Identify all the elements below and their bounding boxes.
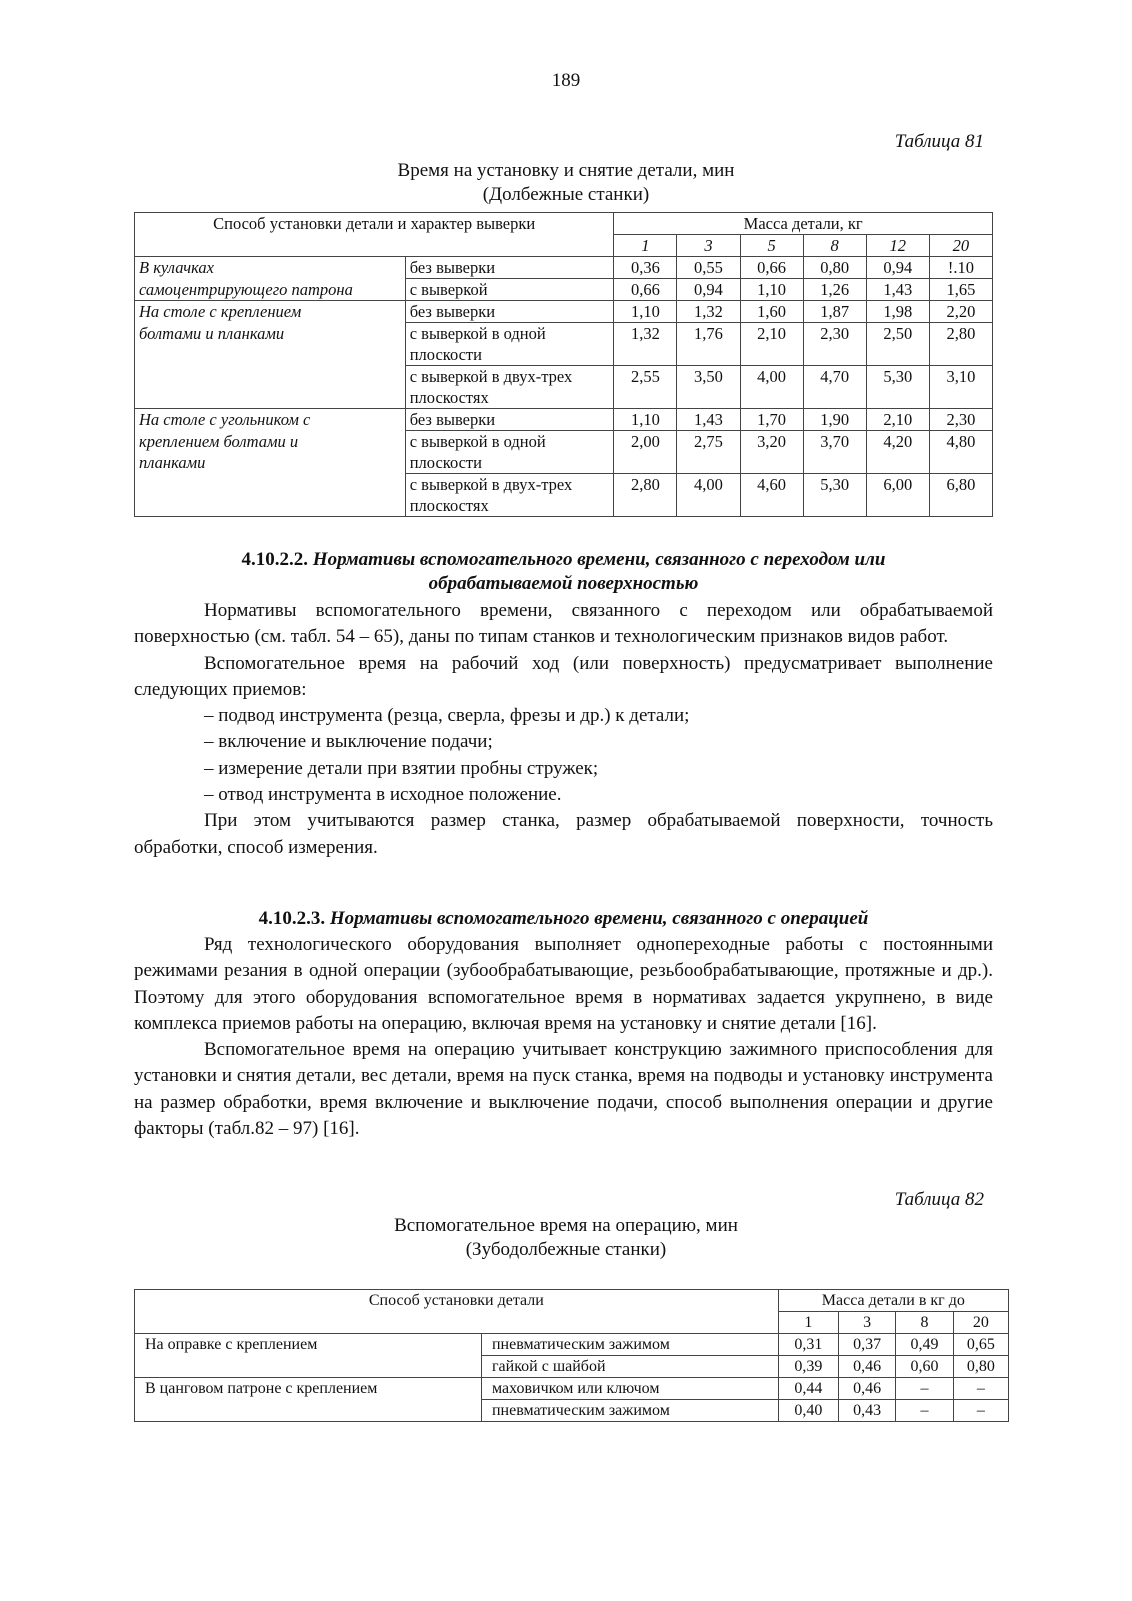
- table-81-value-cell: 2,30: [803, 323, 866, 366]
- table-82-header-mass: Масса детали в кг до: [778, 1290, 1008, 1312]
- table-81-value-cell: 3,70: [803, 431, 866, 474]
- table-82-value-cell: –: [896, 1378, 953, 1400]
- cell-line: с выверкой: [409, 280, 488, 299]
- paragraph: Вспомогательное время на рабочий ход (или поверхность) предусматривает выполнение следующих приемов:: [134, 652, 993, 700]
- cell-line: с выверкой в одной: [409, 324, 546, 343]
- table-81-group-cell: [135, 257, 406, 279]
- paragraph: Ряд технологического оборудования выполняет однопереходные работы с постоянными режимами резания в одной операции (зубообрабатывающие, резьбообрабатывающие, протяжные и др.). Поэтому для этого оборудования вспомогательное время в нормативах задается укрупнено, в виде комплекса приемов работы на операцию, включая время на установку и снятие детали [16].: [134, 934, 993, 1034]
- table-81-mass-header: 5: [740, 235, 803, 257]
- table-81-value-cell: 2,80: [929, 323, 992, 366]
- table-81-value-cell: 0,94: [866, 257, 929, 279]
- table-row: [135, 409, 993, 431]
- table-82-value-cell: 0,49: [896, 1334, 953, 1356]
- table-81-value-cell: 1,65: [929, 279, 992, 301]
- table-82-value-cell: 0,39: [778, 1356, 838, 1378]
- list-item: – отвод инструмента в исходное положение.: [204, 784, 562, 806]
- table-82-method-cell: пневматическим зажимом: [481, 1334, 778, 1356]
- table-82-label: Таблица 82: [894, 1189, 984, 1210]
- cell-line: креплением болтами и: [139, 431, 299, 451]
- table-81-header-row: [135, 213, 993, 235]
- table-81-group-cell: [135, 323, 406, 366]
- table-row: [135, 323, 993, 366]
- table-row: [135, 431, 993, 474]
- table-81-value-cell: 0,36: [614, 257, 677, 279]
- table-81-method-cell: [405, 257, 614, 279]
- table-81-value-cell: 1,26: [803, 279, 866, 301]
- table-81-value-cell: 6,80: [929, 474, 992, 517]
- table-81-value-cell: 1,76: [677, 323, 740, 366]
- cell-line: болтами и планками: [139, 323, 285, 343]
- table-82-caption-line1: Вспомогательное время на операцию, мин: [394, 1215, 738, 1236]
- table-81-value-cell: 4,20: [866, 431, 929, 474]
- table-81-value-cell: 1,90: [803, 409, 866, 431]
- table-81-group-cell: [135, 431, 406, 474]
- table-row: [135, 1334, 1009, 1356]
- section-4-10-2-2-heading: [134, 548, 993, 596]
- table-81-value-cell: 1,60: [740, 301, 803, 323]
- table-82-header-method: Способ установки детали: [135, 1290, 779, 1334]
- cell-line: На столе с угольником с: [139, 410, 311, 429]
- table-82-value-cell: 0,40: [778, 1400, 838, 1422]
- table-81-value-cell: 6,00: [866, 474, 929, 517]
- table-82: [134, 1289, 1009, 1422]
- table-81-value-cell: 3,50: [677, 366, 740, 409]
- table-81-value-cell: 4,00: [677, 474, 740, 517]
- section-4-10-2-2-title-line2: обрабатываемой поверхностью: [428, 573, 699, 594]
- table-81-value-cell: 4,80: [929, 431, 992, 474]
- cell-line: с выверкой в двух-трех: [409, 475, 573, 494]
- table-81-method-cell: [405, 409, 614, 431]
- table-82-value-cell: 0,46: [839, 1356, 896, 1378]
- cell-line: без выверки: [409, 410, 496, 429]
- table-81-value-cell: 1,43: [677, 409, 740, 431]
- table-81-value-cell: 0,66: [740, 257, 803, 279]
- cell-line: самоцентрирующего патрона: [139, 279, 353, 299]
- cell-line: без выверки: [409, 258, 496, 277]
- table-81-value-cell: 4,00: [740, 366, 803, 409]
- table-81-value-cell: 0,80: [803, 257, 866, 279]
- table-81-value-cell: 1,10: [614, 301, 677, 323]
- table-81-value-cell: 2,10: [740, 323, 803, 366]
- table-81-value-cell: 1,70: [740, 409, 803, 431]
- cell-line: плоскостях: [409, 388, 489, 407]
- table-82-value-cell: 0,80: [953, 1356, 1008, 1378]
- list-item: – измерение детали при взятии пробны стружек;: [204, 757, 599, 779]
- table-81-value-cell: 1,10: [614, 409, 677, 431]
- table-81-method-cell: [405, 323, 614, 366]
- table-81-value-cell: 1,87: [803, 301, 866, 323]
- cell-line: с выверкой в одной: [409, 432, 546, 451]
- table-81-method-cell: [405, 279, 614, 301]
- table-81-caption-line1: Время на установку и снятие детали, мин: [397, 160, 735, 181]
- table-82-group-cell: На оправке с креплением: [135, 1334, 482, 1378]
- table-81-mass-header: 3: [677, 235, 740, 257]
- table-81-value-cell: !.10: [929, 257, 992, 279]
- table-82-value-cell: –: [953, 1378, 1008, 1400]
- table-82-mass-header: 20: [953, 1312, 1008, 1334]
- paragraph: Вспомогательное время на операцию учитывает конструкцию зажимного приспособления для установки и снятия детали, вес детали, время на пуск станка, время на подводы и установку инструмента на размер обработки, время включение и выключение подачи, способ выполнения операции и другие факторы (табл.82 – 97) [16].: [134, 1039, 993, 1140]
- table-82-caption-line2: (Зубодолбежные станки): [465, 1239, 667, 1260]
- table-82-method-cell: пневматическим зажимом: [481, 1400, 778, 1422]
- table-81-value-cell: 2,30: [929, 409, 992, 431]
- table-82-value-cell: –: [896, 1400, 953, 1422]
- section-4-10-2-2-title-line1: Нормативы вспомогательного времени, связанного с переходом или: [312, 549, 886, 570]
- table-81-group-cell: [135, 409, 406, 431]
- table-82-method-cell: гайкой с шайбой: [481, 1356, 778, 1378]
- table-81-value-cell: 0,94: [677, 279, 740, 301]
- table-81-mass-header: 20: [929, 235, 992, 257]
- paragraph: При этом учитываются размер станка, размер обрабатываемой поверхности, точность обработки, способ измерения.: [134, 810, 993, 858]
- table-81-value-cell: 2,80: [614, 474, 677, 517]
- table-row: [135, 279, 993, 301]
- table-81: [134, 212, 993, 517]
- table-81-value-cell: 2,75: [677, 431, 740, 474]
- table-82-header-row: [135, 1290, 1009, 1312]
- table-81-label: Таблица 81: [894, 131, 984, 152]
- table-81-method-cell: [405, 431, 614, 474]
- paragraph: Нормативы вспомогательного времени, связанного с переходом или обрабатываемой поверхностью (см. табл. 54 – 65), даны по типам станков и технологическим признаков видов работ.: [134, 600, 993, 648]
- cell-line: планками: [139, 452, 206, 472]
- table-82-value-cell: 0,44: [778, 1378, 838, 1400]
- table-81-value-cell: 4,60: [740, 474, 803, 517]
- table-81-caption-line2: (Долбежные станки): [482, 184, 650, 205]
- table-81-group-cell: [135, 279, 406, 301]
- cell-line: плоскостях: [409, 496, 489, 515]
- table-row: [135, 301, 993, 323]
- table-81-value-cell: 2,50: [866, 323, 929, 366]
- table-82-group-cell: В цанговом патроне с креплением: [135, 1378, 482, 1422]
- table-82-value-cell: 0,37: [839, 1334, 896, 1356]
- table-81-value-cell: 5,30: [866, 366, 929, 409]
- page-number: 189: [551, 70, 581, 91]
- table-81-value-cell: 1,43: [866, 279, 929, 301]
- table-82-mass-header: 8: [896, 1312, 953, 1334]
- table-row: [135, 474, 993, 517]
- table-82-value-cell: 0,43: [839, 1400, 896, 1422]
- table-81-mass-header: 8: [803, 235, 866, 257]
- table-82-mass-header: 1: [778, 1312, 838, 1334]
- table-81-caption: [0, 159, 1132, 207]
- table-81-value-cell: 2,10: [866, 409, 929, 431]
- table-82-method-cell: маховичком или ключом: [481, 1378, 778, 1400]
- table-row: [135, 257, 993, 279]
- section-4-10-2-3-body: [134, 932, 993, 1142]
- section-4-10-2-3-title: Нормативы вспомогательного времени, связанного с операцией: [329, 908, 869, 929]
- table-82-mass-header: 3: [839, 1312, 896, 1334]
- table-81-value-cell: 1,98: [866, 301, 929, 323]
- table-81-mass-header: 1: [614, 235, 677, 257]
- list-item: – включение и выключение подачи;: [204, 731, 493, 753]
- section-4-10-2-3-heading: [134, 907, 993, 931]
- table-81-value-cell: 3,20: [740, 431, 803, 474]
- table-82-value-cell: 0,46: [839, 1378, 896, 1400]
- table-81-value-cell: 1,32: [614, 323, 677, 366]
- cell-line: плоскости: [409, 453, 482, 472]
- table-81-value-cell: 2,20: [929, 301, 992, 323]
- table-82-value-cell: 0,31: [778, 1334, 838, 1356]
- table-81-value-cell: 2,00: [614, 431, 677, 474]
- cell-line: без выверки: [409, 302, 496, 321]
- section-4-10-2-3-number: 4.10.2.3.: [258, 908, 326, 929]
- table-81-value-cell: 1,32: [677, 301, 740, 323]
- table-row: [135, 1378, 1009, 1400]
- table-row: [135, 366, 993, 409]
- table-81-method-cell: [405, 366, 614, 409]
- table-81-group-cell: [135, 301, 406, 323]
- table-81-header-method: Способ установки детали и характер выверки: [135, 213, 614, 257]
- cell-line: В кулачках: [139, 258, 214, 277]
- table-81-method-cell: [405, 301, 614, 323]
- cell-line: На столе с креплением: [139, 302, 302, 321]
- table-81-method-cell: [405, 474, 614, 517]
- table-81-group-cell: [135, 366, 406, 409]
- table-82-value-cell: –: [953, 1400, 1008, 1422]
- section-4-10-2-2-number: 4.10.2.2.: [241, 549, 309, 570]
- cell-line: плоскости: [409, 345, 482, 364]
- table-81-group-cell: [135, 474, 406, 517]
- table-81-value-cell: 2,55: [614, 366, 677, 409]
- list-item: – подвод инструмента (резца, сверла, фрезы и др.) к детали;: [204, 705, 690, 727]
- table-81-header-mass: Масса детали, кг: [614, 213, 993, 235]
- table-81-value-cell: 1,10: [740, 279, 803, 301]
- table-82-value-cell: 0,60: [896, 1356, 953, 1378]
- table-81-value-cell: 0,66: [614, 279, 677, 301]
- table-82-caption: [0, 1214, 1132, 1262]
- section-4-10-2-2-body: [134, 598, 993, 861]
- table-81-value-cell: 5,30: [803, 474, 866, 517]
- table-82-value-cell: 0,65: [953, 1334, 1008, 1356]
- table-81-value-cell: 0,55: [677, 257, 740, 279]
- table-81-value-cell: 4,70: [803, 366, 866, 409]
- table-81-mass-header: 12: [866, 235, 929, 257]
- cell-line: с выверкой в двух-трех: [409, 367, 573, 386]
- table-81-value-cell: 3,10: [929, 366, 992, 409]
